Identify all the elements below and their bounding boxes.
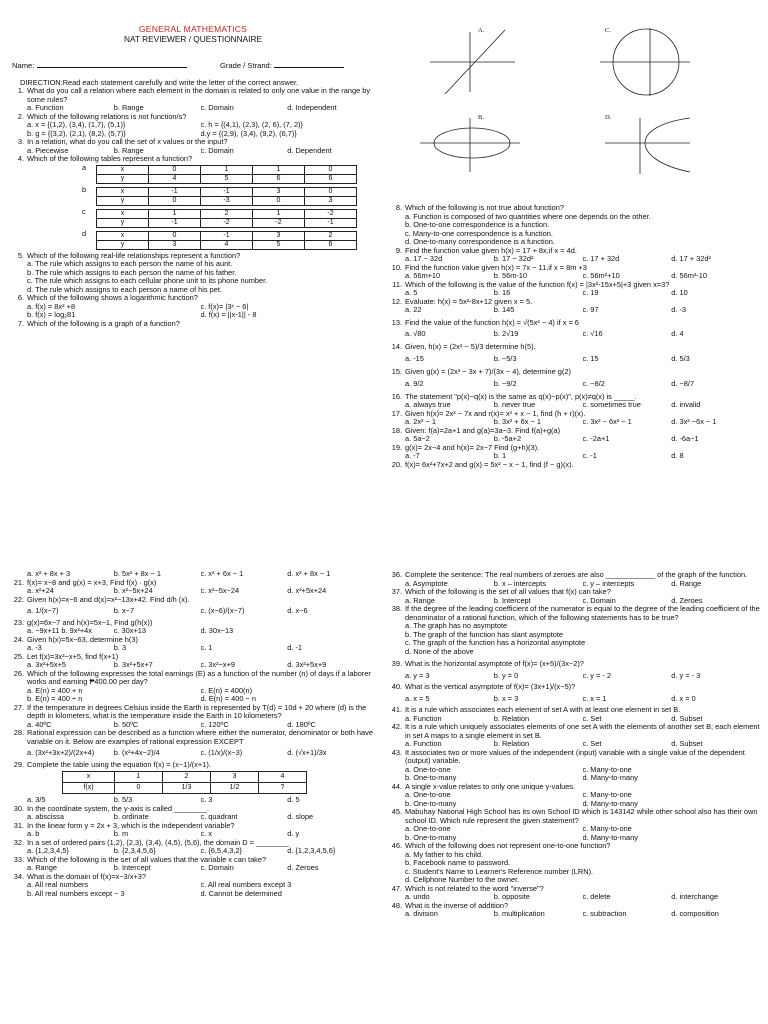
question-8: 8. Which of the following is not true about function? [395,203,564,212]
options-30: a. abscissa b. ordinate c. quadrant d. slope [27,813,314,821]
table-row [97,187,357,196]
function-table-label: a [82,162,87,172]
options-2b: b. g = {(3,2), (2,1), (8,2), (5,7)} d.y = {(2,9), (3,4), (9,2), (6,7)} [27,129,297,138]
graph-d-curve [645,118,690,172]
question-5: 5. Which of the following real-life relationships represent a function? [17,250,241,260]
table-cell: 5 [253,240,305,249]
graph-b-axes [420,118,520,172]
function-table-d [82,228,374,252]
question-15: 15. Given g(x) = (2x³ − 3x + 7)/(3x − 4), determine g(2) [391,366,571,376]
function-table-grid [96,187,357,206]
function-table-label: b [82,184,87,194]
table-row [97,231,357,240]
question-45: 45. Mabuhay National High School has its own School ID which is 143142 while other school also has their own school ID. Which rule represent the given statement? [391,807,758,825]
table-29-row-fx: f(x) 0 1/3 1/2 ? [63,783,307,794]
question-33: 33. Which of the following is the set of all values that the variable x can take? [13,854,267,864]
question-1: 1. What do you call a relation where each element in the domain is related to only one value in the range by some rules? [17,86,371,104]
table-cell: -2 [305,209,357,218]
question-25: 25. Let f(x)=3x²−x+5, find f(x+1) [13,651,119,661]
question-24: 24. Given h(x)=5x−63, determine h(3) [13,634,138,644]
table-cell: 4 [149,174,201,183]
question-48: 48. What is the inverse of addition? [391,900,509,910]
table-cell: 2 [201,209,253,218]
options-33: a. Range b. Intercept c. Domain d. Zeroes [27,864,319,872]
table-cell: 6 [305,240,357,249]
options-25: a. 3x²+5x+5 b. 3x²+5x+7 c. 3x²−x+9 d. 3x²+5x+9 [27,661,327,669]
options-48: a. division b. multiplication c. subtraction d. composition [405,910,719,918]
question-11: 11. Which of the following is the value of the function f(x) = |3x²-15x+5|+3 given x=3? [392,279,670,289]
question-36: 36. Complete the sentence: The real numbers of zeroes are also ____________ of the graph of the function. [391,570,748,579]
table-cell: 5 [201,174,253,183]
graph-choices [390,22,760,182]
table-29 [62,771,307,794]
options-12: a. 22 b. 145 c. 97 d. -3 [405,306,687,314]
function-table-c [82,206,374,230]
question-10: 10. Find the function value given h(x) = 7x − 11,if x = 8m +3 [391,262,587,272]
question-27: 27. If the temperature in degrees Celsius inside the Earth is represented by T(d) = 10d + 20 where (d) is the depth in kilometers, what is the temperature inside the Earth in 10 kilometers? [13,702,367,720]
table-cell: -2 [201,218,253,227]
direction-text: DIRECTION:Read each statement carefully and write the letter of the correct answer. [20,77,299,87]
function-table-grid [96,165,357,184]
table-cell: -1 [201,187,253,196]
question-39: 39. What is the horizontal asymptote of f(x)= (x+5)/(3x−2)? [391,659,584,668]
question-32: 32. In a set of ordered pairs (1,2), (2,3), (3,4), (4,5), (5,6), the domain D = ________ [13,837,289,847]
question-21: 21. f(x)= x−8 and g(x) = x+3, Find f(x) · g(x) [13,577,157,587]
options-16: a. always true b. never true c. sometimes true d. invalid [405,401,701,409]
options-27: a. 40ºC b. 50ºC c. 120ºC d. 180ºC [27,720,316,729]
table-cell: -1 [305,218,357,227]
graphs-svg [390,22,760,182]
question-3: 3. In a relation, what do you call the set of x values or the input? [17,137,228,146]
graph-label-d: D. [605,114,612,121]
table-cell: y [97,196,149,205]
question-30: 30. In the coordinate system, the y-axis is called ________. [13,803,209,813]
options-14: a. -15 b. −5/3 c. 15 d. 5/3 [405,355,690,363]
question-19: 19. g(x)= 2x−4 and h(x)= 2x−7 Find (g+h)(3). [391,442,540,452]
question-38: 38. If the degree of the leading coefficient of the numerator is equal to the degree of the leading coefficient of the denominator of a rational function, which of the following statements has to be true? [391,604,760,622]
options-32: a. {1,2,3,4,5} b. {2,3,4,5,6} c. {6,5,4,3,2} d. {1,2,3,4,5,6} [27,847,336,855]
question-29: 29. Complete the table using the equation f(x) = (x−1)/(x+1). [13,759,211,769]
table-cell: 3 [253,231,305,240]
question-26: 26. Which of the following expresses the total earnings (E) as a function of the number (n) of days if a laborer works and earning ₱400.00 per day? [13,668,371,686]
table-cell: 3 [149,240,201,249]
options-36: a. Asymptote b. x – intercepts c. y – intercepts d. Range [405,579,702,588]
grade-field[interactable] [274,60,344,68]
table-cell: -1 [149,187,201,196]
function-table-grid [96,209,357,228]
graph-c-axes [600,28,690,96]
page-1 [0,0,384,545]
table-cell: 1 [253,165,305,174]
options-40: a. x = 5 b. x = 3 c. x = 1 d. x = 0 [405,694,696,703]
options-47: a. undo b. opposite c. delete d. interchange [405,893,719,901]
table-cell: 1 [201,165,253,174]
options-20: a. x² + 8x + 3 b. 5x² + 8x − 1 c. x² + 6x − 1 d. x² + 8x − 1 [27,570,331,578]
options-43a: a. One-to-one c. Many-to-one [405,765,632,774]
options-24: a. -3 b. 3 c. 1 d. -1 [27,644,303,652]
table-cell: x [97,165,149,174]
options-28: a. (3x²+3x+2)/(2x+4) b. (x²+4x−2)/4 c. (1/x)/(x−3) d. (√x+1)/3x [27,749,327,757]
table-cell: x [97,231,149,240]
table-cell: 3 [305,196,357,205]
options-2a: a. x = {(1,2), (3,4), (1,7), (5,1)} c. h = {(4,1), (2,3), (2, 6), (7, 2)} [27,121,303,129]
table-cell: -1 [201,231,253,240]
question-34: 34. What is the domain of f(x)=x−3/x+3? [13,871,146,881]
table-cell: 0 [149,196,201,205]
options-10: a. 56m+10 b. 56m-10 c. 56m²+10 d. 56m²-10 [405,272,707,280]
options-9: a. 17 − 32d b. 17 − 32d² c. 17 + 32d d. 17 + 32d² [405,255,711,263]
table-cell: x [97,209,149,218]
table-cell: 0 [149,165,201,174]
graph-label-b: B. [478,114,484,121]
table-cell: 0 [305,165,357,174]
page-2 [384,0,768,545]
options-43b: b. One-to-many d. Many-to-many [405,774,638,782]
table-29-row-x: x 1 2 3 4 [63,772,307,783]
options-15: a. 9/2 b. −9/2 c. −8/2 d. −8/7 [405,380,695,388]
function-table-grid [96,231,357,250]
question-6: 6. Which of the following shows a logarithmic function? [17,293,198,302]
question-47: 47. Which is not related to the word "inverse"? [391,883,544,893]
page-4 [384,545,768,1024]
question-13: 13. Find the value of the function h(x) = √(5x² − 4) if x = 6 [391,317,579,327]
question-16: 16. The statement "p(x)−q(x) is the same as q(x)−p(x)", p(x)≠q(x) is _____. [391,391,637,401]
options-13: a. √80 b. 2√19 c. √16 d. 4 [405,330,684,338]
table-row [97,165,357,174]
table-cell: 1 [253,209,305,218]
options-6b: b. f(x) = log₂81 d. f(x) = ||x-1|| - 8 [27,311,257,319]
question-46: 46. Which of the following does not represent one-to-one function? [391,841,611,850]
function-tables [12,164,374,252]
options-44a: a. One-to-one c. Many-to-one [405,791,632,799]
options-26b: b. E(n) = 400 ÷ n d. E(n) = 400 − n [27,695,256,703]
options-17: a. 2x² − 1 b. 3x² + 6x − 1 c. 3x² − 6x² − 1 d. 3x² −6x − 1 [405,418,717,426]
question-4: 4. Which of the following tables represent a function? [17,154,193,163]
question-18: 18. Given: f(a)=2a+1 and g(a)=3a−3. Find f(a)+g(a) [391,425,561,435]
question-2: 2. Which of the following relations is not function/s? [17,111,187,121]
function-table-label: c [82,206,86,216]
options-5: a. The rule which assigns to each person the name of his aunt. b. The rule which assigns to each person the name of his father. c. The rule which assigns to each cellular phone unit to its phone number. d. The rule which assigns to each person a name of his pet. [27,260,268,294]
table-cell: -1 [149,218,201,227]
question-9: 9. Find the function value given h(x) = 17 + 8x,if x = 4d. [395,245,577,255]
table-cell: 6 [253,174,305,183]
graph-label-c: C. [605,27,611,34]
graph-a-axes [430,32,515,92]
options-19: a. -7 b. 1 c. -1 d. 8 [405,452,684,460]
options-8: a. Function is composed of two quantities where one depends on the other. b. One-to-one correspondence is a function. c. Many-to-one correspondence is a function. d. One-to-many correspondence is a function. [405,212,651,246]
question-22: 22. Given h(x)=x−6 and d(x)=x²−13x+42. Find d/h (x). [13,594,190,604]
table-cell: 6 [305,174,357,183]
options-37: a. Range b. Intercept c. Domain d. Zeroes [405,596,703,605]
options-34b: b. All real numbers except − 3 d. Cannot be determined [27,889,282,898]
table-cell: y [97,218,149,227]
table-cell: 1 [149,209,201,218]
options-21: a. x²+24 b. x²−5x+24 c. x²−5x−24 d. x²+5x+24 [27,587,327,595]
question-43: 43. It associates two or more values of the independent (input) variable with a single value of the dependent (output) variable. [391,747,745,765]
question-31: 31. In the linear form y = 2x + 3, which is the independent variable? [13,820,235,830]
table-cell: y [97,174,149,183]
function-table-label: d [82,228,87,238]
options-46: a. My father to his child. b. Facebook name to password. c. Student's Name to Learner's Reference number (LRN). d. Cellphone Number to the owner. [405,850,594,884]
question-44: 44. A single x-value relates to only one unique y-values. [391,781,576,791]
question-28: 28. Rational expression can be described as a function where either the numerator, denominator or both have variable on it. Below are examples of rational expression EXCEPT [13,728,373,746]
question-23: 23. g(x)=6x−7 and h(x)=5x−1, Find g(h(x)) [13,617,153,627]
name-field[interactable] [37,60,187,68]
options-23: a. −9x+11 b. 9x²+4x c. 30x+13 d. 30x−13 [27,627,234,635]
table-cell: x [97,187,149,196]
table-cell: 0 [253,196,305,205]
options-6a: a. f(x) = 8x² +8 c. f(x)= |3ˣ − 6| [27,302,249,311]
table-cell: -3 [201,196,253,205]
options-45a: a. One-to-one c. Many-to-one [405,825,632,833]
question-17: 17. Given h(x)= 2x² − 7x and r(x)= x² + x − 1, find (h + r)(x). [391,408,586,418]
table-row [97,218,357,227]
question-14: 14. Given, h(x) = (2x² − 5)/3 determine h(5). [391,341,536,351]
question-37: 37. Which of the following is the set of all values that f(x) can take? [391,587,611,596]
options-29: a. 3/5 b. 5/3 c. 3 d. 5 [27,796,300,804]
options-34a: a. All real numbers c. All real numbers except 3 [27,881,292,889]
question-40: 40. What is the vertical asymptote of f(x)= (3x+1)/(x−5)? [391,682,576,691]
options-26a: a. E(n) = 400 + n c. E(n) = 400(n) [27,686,253,695]
table-cell: 0 [149,231,201,240]
doc-subtitle: NAT REVIEWER / QUESTIONNAIRE [124,34,262,44]
options-38: a. The graph has no asymptote b. The graph of the function has slant asymptote c. The graph of the function has a horizontal asymptote d. None of the above [405,622,586,656]
table-cell: 4 [201,240,253,249]
options-44b: b. One-to-many d. Many-to-many [405,799,638,808]
table-cell: 2 [305,231,357,240]
question-41: 41. It is a rule which associates each element of set A with at least one element in set B. [391,705,681,714]
options-39: a. y = 3 b. y = 0 c. y = - 2 d. y = - 3 [405,671,701,680]
options-18: a. 5a−2 b. -5a+2 c. -2a+1 d. -6a−1 [405,435,699,443]
table-row [97,196,357,205]
function-table-a [82,162,374,186]
options-3: a. Piecewise b. Range c. Domain d. Dependent [27,146,332,155]
options-45b: b. One-to-many d. Many-to-many [405,833,638,842]
name-label: Name: [12,61,35,70]
function-table-b [82,184,374,208]
options-22: a. 1/(x−7) b. x−7 c. (x−6)/(x−7) d. x−6 [27,607,308,615]
name-line [12,60,374,71]
graph-label-a: A. [478,27,485,34]
table-cell: 0 [305,187,357,196]
table-cell: -2 [253,218,305,227]
question-20: 20. f(x)= 6x²+7x+2 and g(x) = 5x² − x − 1, find (f − g)(x). [391,459,574,469]
table-row [97,240,357,249]
question-12: 12. Evaluate: h(x) = 5x²-8x+12 given x = 5. [391,296,533,306]
question-7: 7. Which of the following is a graph of a function? [17,318,180,328]
table-row [97,174,357,183]
table-row [97,209,357,218]
options-1: a. Function b. Range c. Domain d. Independent [27,104,337,112]
options-31: a. b b. m c. x d. y [27,830,300,838]
options-42: a. Function b. Relation c. Set d. Subset [405,740,703,748]
doc-title: GENERAL MATHEMATICS [138,24,248,34]
options-11: a. 5 b. 16 c. 19 d. 10 [405,289,688,297]
page-3 [0,545,384,1024]
grade-label: Grade / Strand: [219,61,272,70]
table-cell: y [97,240,149,249]
options-41: a. Function b. Relation c. Set d. Subset [405,714,703,723]
graph-d-axes [605,118,690,174]
table-cell: 3 [253,187,305,196]
question-42: 42. It is a rule which uniquely associates elements of one set A with the elements of another set B; each element in set A maps to a single element in set B. [391,722,760,740]
